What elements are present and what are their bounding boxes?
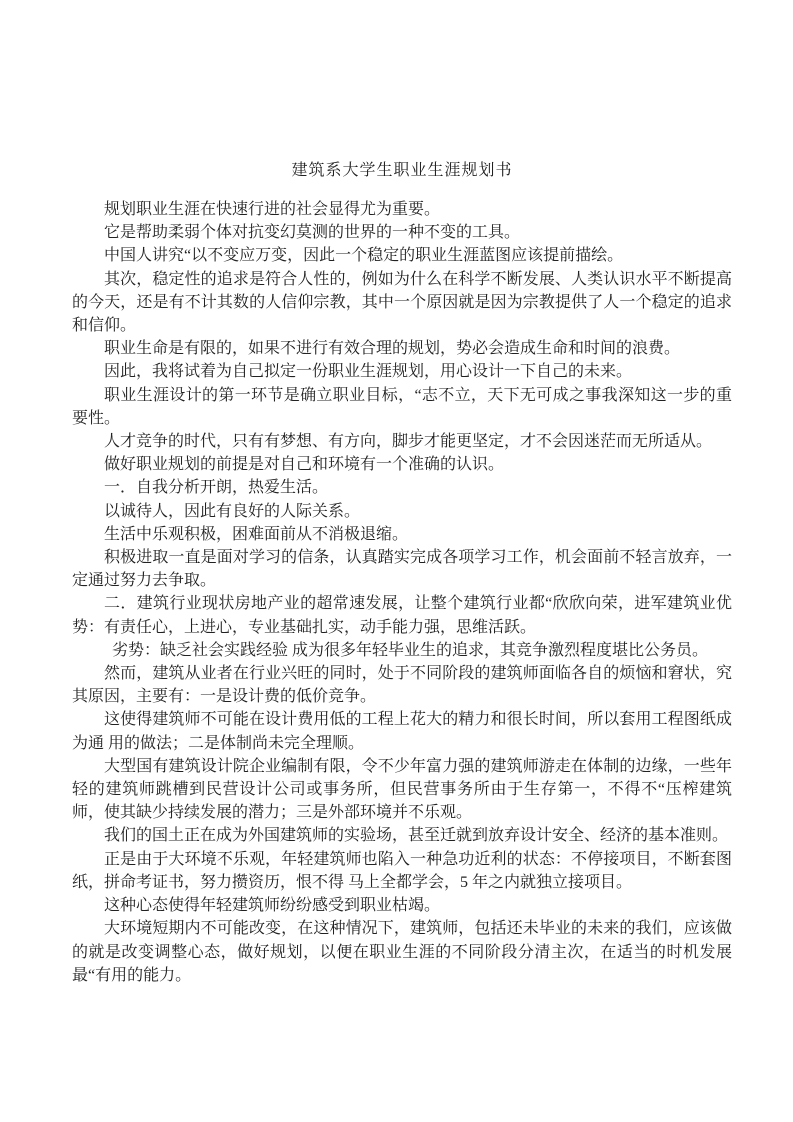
document-title: 建筑系大学生职业生涯规划书 bbox=[291, 162, 513, 179]
paragraph-21: 这种心态使得年轻建筑师纷纷感受到职业枯竭。 bbox=[104, 897, 441, 915]
paragraph-9: 做好职业规划的前提是对自己和环境有一个准确的认识。 bbox=[104, 456, 505, 474]
paragraph-17: 这使得建筑师不可能在设计费用低的工程上花大的精力和很长时间，所以套用工程图纸成为通 用的做法；二是体制尚未完全理顺。 bbox=[72, 711, 732, 752]
paragraph-10-heading-self-analysis: 一．自我分析开朗，热爱生活。 bbox=[104, 479, 329, 497]
paragraph-19: 我们的国土正在成为外国建筑师的实验场，甚至迁就到放弃设计安全、经济的基本准则。 bbox=[104, 827, 729, 845]
paragraph-7: 职业生涯设计的第一环节是确立职业目标，“志不立，天下无可成之事我深知这一步的重要性。 bbox=[72, 386, 732, 427]
paragraph-12: 生活中乐观积极，困难面前从不消极退缩。 bbox=[104, 525, 409, 543]
paragraph-2: 它是帮助柔弱个体对抗变幻莫测的世界的一种不变的工具。 bbox=[104, 224, 521, 242]
paragraph-8: 人才竞争的时代，只有有梦想、有方向，脚步才能更坚定，才不会因迷茫而无所适从。 bbox=[104, 433, 713, 451]
paragraph-4: 其次，稳定性的追求是符合人性的，例如为什么在科学不断发展、人类认识水平不断提高的今天，还是有不计其数的人信仰宗教，其中一个原因就是因为宗教提供了人一个稳定的追求和信仰。 bbox=[72, 270, 732, 335]
paragraph-5: 职业生命是有限的，如果不进行有效合理的规划，势必会造成生命和时间的浪费。 bbox=[104, 340, 681, 358]
paragraph-11: 以诚待人，因此有良好的人际关系。 bbox=[104, 502, 361, 520]
paragraph-13: 积极进取一直是面对学习的信条，认真踏实完成各项学习工作，机会面前不轻言放弃，一定通过努力去争取。 bbox=[72, 549, 732, 590]
paragraph-14-heading-industry-status: 二．建筑行业现状房地产业的超常速发展，让整个建筑行业都“欣欣向荣，进军建筑业优势：有责任心，上进心，专业基础扎实，动手能力强，思维活跃。 bbox=[72, 595, 732, 636]
paragraph-20: 正是由于大环境不乐观，年轻建筑师也陷入一种急功近利的状态：不停接项目，不断套图纸，拼命考证书，努力攒资历，恨不得 马上全都学会，5 年之内就独立接项目。 bbox=[72, 850, 732, 891]
paragraph-16: 然而，建筑从业者在行业兴旺的同时，处于不同阶段的建筑师面临各自的烦恼和窘状，究其原因，主要有：一是设计费的低价竞争。 bbox=[72, 665, 732, 706]
paragraph-6: 因此，我将试着为自己拟定一份职业生涯规划，用心设计一下自己的未来。 bbox=[104, 363, 633, 381]
paragraph-1: 规划职业生涯在快速行进的社会显得尤为重要。 bbox=[104, 201, 441, 218]
paragraph-22: 大环境短期内不可能改变，在这种情况下，建筑师，包括还未毕业的未来的我们，应该做的就是改变调整心态，做好规划，以便在职业生涯的不同阶段分清主次，在适当的时机发展最“有用的能力。 bbox=[72, 920, 732, 984]
paragraph-18: 大型国有建筑设计院企业编制有限，令不少年富力强的建筑师游走在体制的边缘，一些年轻的建筑师跳槽到民营设计公司或事务所，但民营事务所由于生存第一，不得不“压榨建筑师，使其缺少持续发展的潜力；三是外部环境并不乐观。 bbox=[72, 757, 732, 822]
document-content bbox=[72, 159, 732, 987]
paragraph-15-weaknesses: 劣势：缺乏社会实践经验 成为很多年轻毕业生的追求，其竞争激烈程度堪比公务员。 bbox=[104, 641, 709, 659]
paragraph-3: 中国人讲究“以不变应万变，因此一个稳定的职业生涯蓝图应该提前描绘。 bbox=[104, 247, 624, 265]
